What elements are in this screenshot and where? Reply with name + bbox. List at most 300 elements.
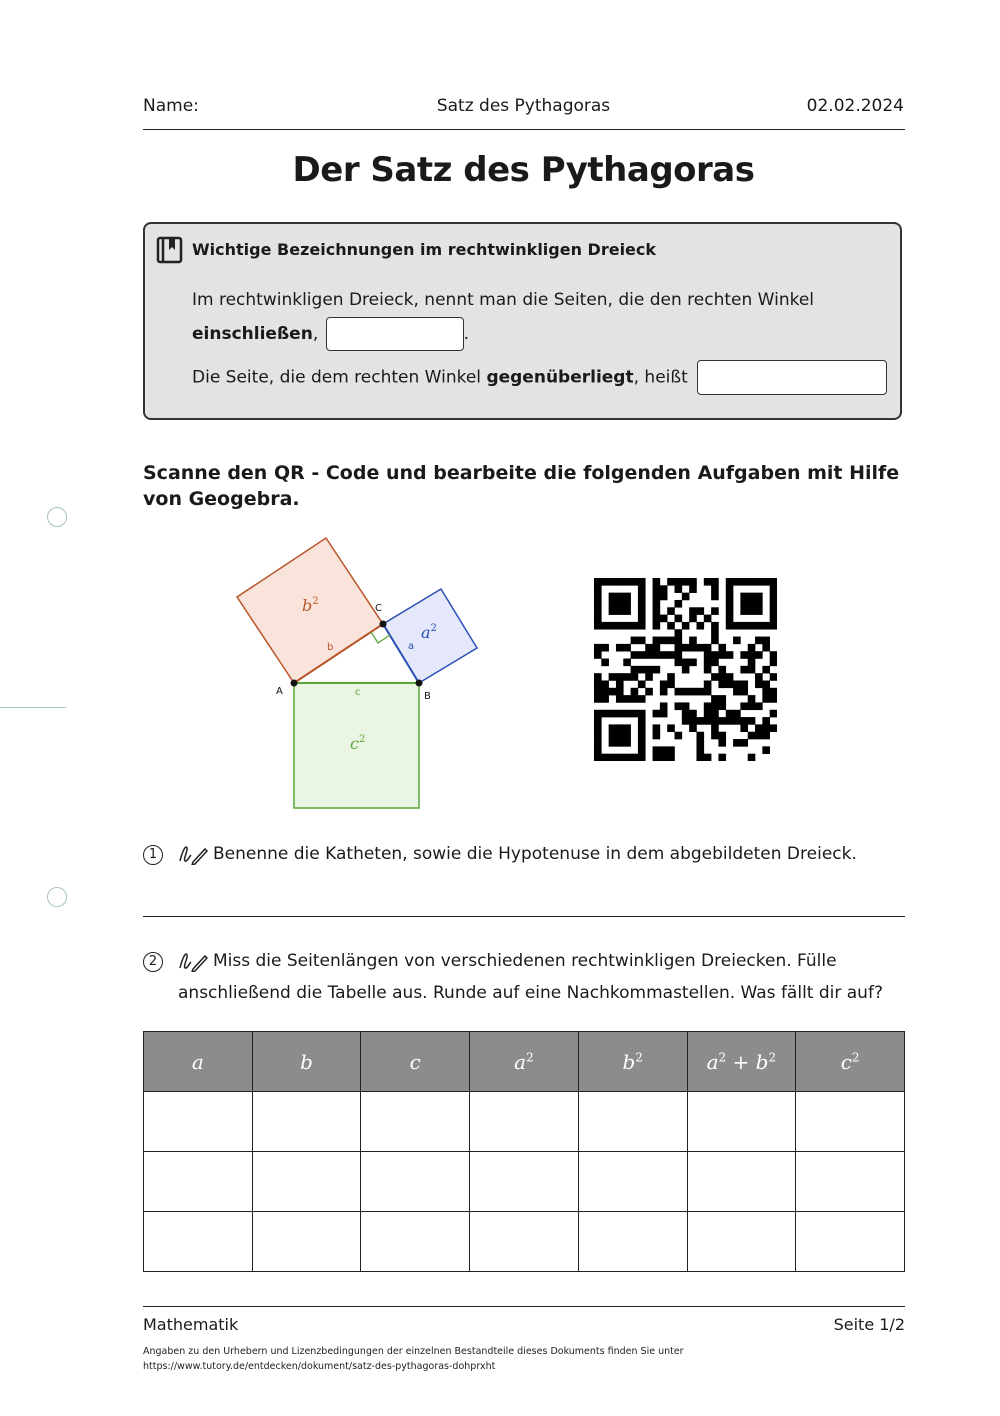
info-line-1: Im rechtwinkligen Dreieck, nennt man die Seiten, die den rechten Winkel	[192, 290, 815, 310]
qr-module	[711, 593, 719, 601]
qr-module	[704, 688, 712, 696]
qr-module	[653, 585, 661, 593]
qr-module	[762, 637, 770, 645]
qr-module	[631, 754, 639, 761]
qr-module	[609, 710, 617, 718]
square-c-label: $c^2$	[350, 734, 366, 753]
point-a-dot	[291, 680, 298, 687]
info-line-3: Die Seite, die dem rechten Winkel gegenüberliegt, heißt	[192, 360, 887, 395]
qr-module	[770, 607, 777, 615]
qr-module	[631, 673, 639, 681]
qr-module	[726, 710, 734, 718]
qr-module	[682, 644, 690, 652]
qr-module	[660, 585, 668, 593]
qr-module	[660, 593, 668, 601]
qr-module	[631, 651, 639, 659]
qr-module	[748, 600, 756, 608]
qr-module	[623, 659, 631, 667]
qr-module	[638, 666, 646, 674]
qr-module	[689, 615, 697, 623]
qr-module	[740, 680, 748, 688]
qr-module	[689, 585, 697, 593]
col-c: c	[361, 1032, 470, 1092]
qr-module	[638, 732, 646, 740]
qr-module	[770, 578, 777, 586]
qr-module	[638, 754, 646, 761]
qr-module	[638, 746, 646, 754]
qr-module	[770, 585, 777, 593]
legs-answer-field[interactable]	[326, 317, 464, 351]
qr-module	[675, 688, 683, 696]
point-b-dot	[416, 680, 423, 687]
values-table	[143, 1031, 905, 1272]
qr-module	[718, 702, 726, 710]
qr-module	[638, 585, 646, 593]
qr-module	[733, 578, 741, 586]
qr-module	[667, 754, 675, 761]
qr-module	[689, 688, 697, 696]
qr-module	[704, 680, 712, 688]
qr-module	[667, 607, 675, 615]
qr-module	[740, 702, 748, 710]
qr-module	[770, 622, 777, 630]
qr-module	[667, 746, 675, 754]
qr-module	[638, 600, 646, 608]
qr-module	[726, 622, 734, 630]
qr-module	[653, 593, 661, 601]
qr-module	[675, 615, 683, 623]
qr-module	[748, 732, 756, 740]
footer-credit-line-1: Angaben zu den Urhebern und Lizenzbedingungen der einzelnen Bestandteile dieses Dokuments finden Sie unter	[143, 1346, 684, 1357]
qr-module	[762, 717, 770, 725]
qr-module	[748, 593, 756, 601]
qr-module	[762, 746, 770, 754]
qr-module	[740, 607, 748, 615]
qr-module	[667, 724, 675, 732]
header-topic: Satz des Pythagoras	[436, 96, 611, 116]
qr-module	[726, 615, 734, 623]
qr-module	[682, 688, 690, 696]
qr-module	[638, 717, 646, 725]
table-cell[interactable]	[796, 1092, 905, 1152]
qr-module	[755, 637, 763, 645]
qr-module	[623, 578, 631, 586]
qr-module	[601, 710, 609, 718]
qr-module	[726, 673, 734, 681]
qr-module	[631, 637, 639, 645]
qr-module	[718, 695, 726, 703]
table-cell[interactable]	[252, 1212, 361, 1272]
table-cell[interactable]	[796, 1212, 905, 1272]
qr-module	[609, 578, 617, 586]
qr-module	[704, 615, 712, 623]
footer-page: Seite 1/2	[833, 1315, 905, 1334]
qr-module	[711, 710, 719, 718]
qr-module	[645, 673, 653, 681]
qr-module	[601, 695, 609, 703]
qr-module	[682, 578, 690, 586]
qr-module	[770, 651, 777, 659]
qr-module	[609, 688, 617, 696]
qr-module	[667, 622, 675, 630]
qr-module	[718, 666, 726, 674]
qr-module	[740, 578, 748, 586]
footer-credit-url[interactable]: https://www.tutory.de/entdecken/dokument/satz-des-pythagoras-dohprxht	[143, 1361, 496, 1372]
qr-module	[631, 695, 639, 703]
info-box-heading: Wichtige Bezeichnungen im rechtwinkligen Dreieck	[192, 240, 657, 259]
qr-module	[594, 607, 602, 615]
qr-module	[623, 593, 631, 601]
table-cell[interactable]	[687, 1092, 796, 1152]
qr-module	[762, 622, 770, 630]
qr-module	[748, 578, 756, 586]
qr-module	[594, 732, 602, 740]
qr-module	[733, 710, 741, 718]
table-cell[interactable]	[144, 1212, 253, 1272]
page-title: Der Satz des Pythagoras	[292, 150, 755, 190]
table-header-row	[144, 1032, 905, 1092]
qr-module	[682, 666, 690, 674]
hypotenuse-answer-field[interactable]	[697, 360, 887, 395]
qr-module	[594, 717, 602, 725]
qr-module	[726, 585, 734, 593]
qr-module	[667, 637, 675, 645]
qr-module	[726, 578, 734, 586]
qr-module	[762, 666, 770, 674]
square-b-label: $b^2$	[302, 596, 319, 615]
qr-module	[711, 724, 719, 732]
qr-module	[667, 578, 675, 586]
qr-module	[755, 622, 763, 630]
qr-module	[726, 600, 734, 608]
qr-module	[689, 607, 697, 615]
qr-module	[594, 593, 602, 601]
task-1-text: Benenne die Katheten, sowie die Hypotenuse in dem abgebildeten Dreieck.	[213, 844, 857, 864]
qr-module	[755, 724, 763, 732]
qr-module	[770, 673, 777, 681]
qr-module	[623, 710, 631, 718]
qr-module	[762, 695, 770, 703]
qr-module	[623, 695, 631, 703]
qr-code[interactable]	[594, 578, 777, 761]
qr-module	[616, 578, 624, 586]
qr-module	[653, 615, 661, 623]
table-cell[interactable]	[144, 1092, 253, 1152]
qr-module	[675, 702, 683, 710]
qr-module	[660, 710, 668, 718]
qr-module	[675, 644, 683, 652]
qr-module	[616, 622, 624, 630]
qr-module	[733, 680, 741, 688]
qr-module	[594, 651, 602, 659]
qr-module	[770, 688, 777, 696]
qr-module	[653, 578, 661, 586]
pythagoras-figure	[230, 530, 490, 815]
qr-module	[594, 578, 602, 586]
qr-module	[718, 680, 726, 688]
qr-module	[623, 739, 631, 747]
header-rule	[143, 129, 905, 130]
qr-module	[682, 593, 690, 601]
qr-module	[675, 659, 683, 667]
qr-module	[755, 732, 763, 740]
qr-module	[740, 688, 748, 696]
qr-module	[623, 673, 631, 681]
qr-module	[748, 622, 756, 630]
qr-module	[631, 622, 639, 630]
qr-module	[667, 673, 675, 681]
qr-module	[704, 666, 712, 674]
qr-module	[696, 746, 704, 754]
qr-module	[638, 680, 646, 688]
qr-module	[653, 600, 661, 608]
qr-module	[755, 702, 763, 710]
qr-module	[762, 680, 770, 688]
qr-module	[718, 717, 726, 725]
qr-module	[616, 688, 624, 696]
info-bold-opposite: gegenüberliegt	[486, 367, 634, 388]
qr-module	[748, 644, 756, 652]
qr-module	[638, 578, 646, 586]
qr-module	[755, 680, 763, 688]
qr-module	[711, 607, 719, 615]
table-cell[interactable]	[687, 1152, 796, 1212]
qr-module	[740, 666, 748, 674]
table-cell[interactable]	[252, 1092, 361, 1152]
qr-module	[770, 600, 777, 608]
qr-module	[609, 754, 617, 761]
qr-module	[711, 578, 719, 586]
qr-module	[667, 680, 675, 688]
qr-module	[711, 702, 719, 710]
qr-module	[733, 622, 741, 630]
qr-module	[704, 644, 712, 652]
qr-module	[704, 754, 712, 761]
qr-module	[616, 673, 624, 681]
qr-module	[726, 593, 734, 601]
qr-module	[696, 754, 704, 761]
qr-module	[653, 754, 661, 761]
qr-module	[675, 637, 683, 645]
table-cell[interactable]	[687, 1212, 796, 1272]
qr-module	[638, 593, 646, 601]
qr-module	[645, 651, 653, 659]
qr-module	[740, 651, 748, 659]
qr-module	[653, 637, 661, 645]
qr-module	[660, 746, 668, 754]
table-cell[interactable]	[361, 1152, 470, 1212]
qr-module	[594, 673, 602, 681]
qr-module	[616, 593, 624, 601]
qr-module	[740, 600, 748, 608]
qr-module	[748, 651, 756, 659]
qr-module	[748, 659, 756, 667]
qr-module	[660, 651, 668, 659]
qr-module	[762, 688, 770, 696]
pen-icon	[178, 843, 208, 865]
qr-module	[718, 754, 726, 761]
qr-module	[653, 622, 661, 630]
qr-module	[616, 754, 624, 761]
qr-module	[711, 585, 719, 593]
qr-module	[623, 622, 631, 630]
qr-module	[653, 746, 661, 754]
qr-module	[594, 695, 602, 703]
qr-module	[616, 710, 624, 718]
qr-module	[623, 724, 631, 732]
qr-module	[740, 739, 748, 747]
qr-module	[594, 710, 602, 718]
qr-module	[616, 695, 624, 703]
qr-module	[594, 754, 602, 761]
qr-module	[638, 695, 646, 703]
qr-module	[696, 688, 704, 696]
qr-module	[748, 607, 756, 615]
qr-module	[748, 702, 756, 710]
qr-module	[623, 607, 631, 615]
qr-module	[638, 724, 646, 732]
qr-module	[675, 585, 683, 593]
qr-module	[638, 615, 646, 623]
col-sum-squares: $a^2 + b^2$	[687, 1032, 796, 1092]
qr-module	[726, 717, 734, 725]
table-row	[144, 1152, 905, 1212]
qr-module	[660, 702, 668, 710]
qr-module	[616, 600, 624, 608]
side-b-label: b	[327, 642, 334, 653]
qr-module	[755, 651, 763, 659]
qr-module	[616, 732, 624, 740]
col-c-squared: $c^2$	[796, 1032, 905, 1092]
qr-module	[770, 615, 777, 623]
qr-module	[711, 622, 719, 630]
table-cell[interactable]	[361, 1092, 470, 1152]
table-cell[interactable]	[144, 1152, 253, 1212]
qr-module	[711, 629, 719, 637]
qr-module	[748, 695, 756, 703]
qr-module	[696, 739, 704, 747]
table-cell[interactable]	[578, 1152, 687, 1212]
qr-module	[755, 578, 763, 586]
qr-module	[718, 644, 726, 652]
table-cell[interactable]	[470, 1092, 579, 1152]
qr-module	[645, 666, 653, 674]
qr-module	[631, 578, 639, 586]
qr-module	[601, 688, 609, 696]
qr-module	[616, 644, 624, 652]
qr-module	[660, 680, 668, 688]
qr-module	[696, 644, 704, 652]
qr-module	[689, 659, 697, 667]
qr-module	[733, 717, 741, 725]
qr-module	[638, 710, 646, 718]
qr-module	[682, 717, 690, 725]
qr-module	[748, 754, 756, 761]
info-line-2: einschließen, .	[192, 317, 469, 351]
qr-module	[609, 607, 617, 615]
qr-module	[689, 724, 697, 732]
qr-module	[711, 651, 719, 659]
qr-module	[653, 666, 661, 674]
qr-module	[609, 593, 617, 601]
table-cell[interactable]	[252, 1152, 361, 1212]
qr-module	[755, 673, 763, 681]
qr-module	[733, 739, 741, 747]
qr-module	[682, 659, 690, 667]
answer-line	[143, 916, 905, 917]
task-2-line-1: Miss die Seitenlängen von verschiedenen rechtwinkligen Dreiecken. Fülle	[213, 951, 837, 971]
qr-module	[594, 622, 602, 630]
qr-module	[594, 739, 602, 747]
table-cell[interactable]	[470, 1212, 579, 1272]
qr-module	[704, 717, 712, 725]
qr-module	[711, 659, 719, 667]
table-cell[interactable]	[361, 1212, 470, 1272]
col-b: b	[252, 1032, 361, 1092]
qr-module	[594, 585, 602, 593]
qr-module	[660, 688, 668, 696]
table-row	[144, 1092, 905, 1152]
qr-module	[609, 739, 617, 747]
qr-module	[594, 746, 602, 754]
qr-module	[689, 717, 697, 725]
qr-module	[733, 637, 741, 645]
qr-module	[696, 607, 704, 615]
qr-module	[711, 732, 719, 740]
table-cell[interactable]	[470, 1152, 579, 1212]
qr-module	[770, 710, 777, 718]
qr-module	[653, 710, 661, 718]
qr-module	[675, 629, 683, 637]
qr-module	[718, 673, 726, 681]
task-2-number: 2	[143, 952, 163, 972]
qr-module	[733, 688, 741, 696]
qr-module	[755, 607, 763, 615]
qr-module	[726, 680, 734, 688]
qr-module	[696, 732, 704, 740]
qr-module	[711, 637, 719, 645]
qr-module	[711, 717, 719, 725]
table-cell[interactable]	[578, 1092, 687, 1152]
footer-subject: Mathematik	[143, 1315, 239, 1334]
qr-module	[609, 673, 617, 681]
qr-module	[748, 666, 756, 674]
qr-module	[653, 607, 661, 615]
info-bold-enclose: einschließen	[192, 324, 313, 344]
qr-module	[762, 732, 770, 740]
qr-module	[660, 615, 668, 623]
qr-module	[682, 710, 690, 718]
table-cell[interactable]	[796, 1152, 905, 1212]
qr-module	[609, 732, 617, 740]
qr-module	[616, 724, 624, 732]
qr-module	[638, 739, 646, 747]
qr-module	[616, 607, 624, 615]
qr-module	[696, 622, 704, 630]
qr-module	[623, 644, 631, 652]
qr-module	[594, 644, 602, 652]
header-date: 02.02.2024	[806, 96, 904, 116]
fold-mark	[0, 707, 66, 708]
qr-module	[594, 600, 602, 608]
task-2-line-2: anschließend die Tabelle aus. Runde auf eine Nachkommastellen. Was fällt dir auf?	[178, 983, 883, 1003]
qr-module	[660, 637, 668, 645]
qr-module	[616, 680, 624, 688]
qr-module	[704, 710, 712, 718]
col-b-squared: $b^2$	[578, 1032, 687, 1092]
qr-module	[623, 732, 631, 740]
table-cell[interactable]	[578, 1212, 687, 1272]
